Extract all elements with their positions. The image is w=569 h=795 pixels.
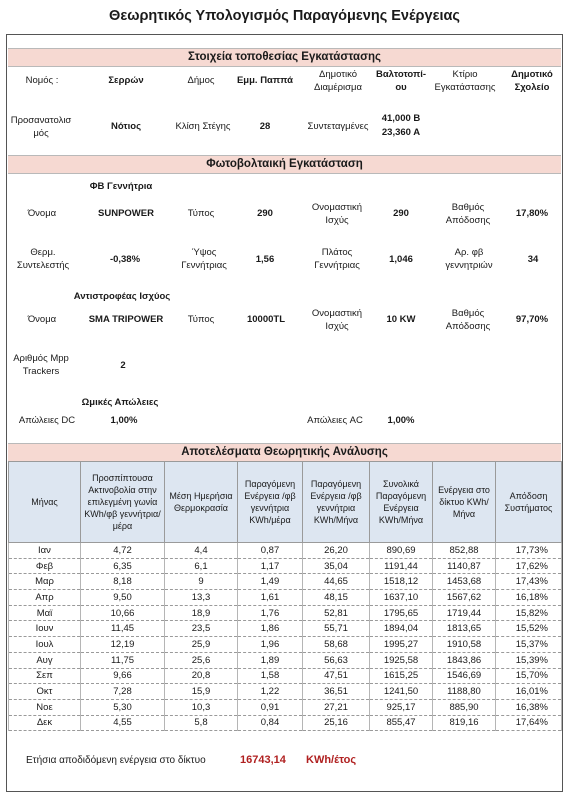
cell-month: Οκτ: [9, 684, 81, 700]
annual-energy-value: 16743,14: [240, 754, 286, 766]
cell-energy-day: 0,84: [238, 715, 303, 731]
ac-losses-value: 1,00%: [387, 415, 415, 426]
pv-type-value: 290: [257, 208, 273, 219]
cell-energy-day: 1,58: [238, 668, 303, 684]
cell-grid-energy: 885,90: [433, 699, 496, 715]
dc-losses-label: Απώλειες DC: [18, 415, 76, 426]
mpp-value: 2: [120, 360, 126, 371]
cell-temperature: 6,1: [165, 558, 238, 574]
cell-efficiency: 15,82%: [496, 605, 562, 621]
cell-energy-day: 1,96: [238, 637, 303, 653]
orientation-label: Προσανατολισ μός: [10, 115, 72, 139]
col-header-efficiency: Απόδοση Συστήματος: [496, 462, 562, 543]
inv-name-label: Όνομα: [27, 314, 57, 325]
cell-total-energy: 1191,44: [370, 558, 433, 574]
results-table: [8, 461, 562, 731]
cell-grid-energy: 1843,86: [433, 652, 496, 668]
width-label: Πλάτος Γεννήτριας: [314, 247, 360, 271]
cell-temperature: 25,6: [165, 652, 238, 668]
cell-total-energy: 1637,10: [370, 590, 433, 606]
table-row: [9, 605, 562, 621]
count-value: 34: [527, 254, 539, 265]
cell-energy-day: 1,17: [238, 558, 303, 574]
cell-energy-day: 1,49: [238, 574, 303, 590]
cell-energy-day: 1,61: [238, 590, 303, 606]
col-header-temperature: Μέση Ημερήσια Θερμοκρασία: [165, 462, 238, 543]
annual-energy-unit: KWh/έτος: [306, 754, 357, 766]
cell-irradiance: 4,55: [81, 715, 165, 731]
cell-irradiance: 11,45: [81, 621, 165, 637]
cell-energy-month: 26,20: [303, 543, 370, 559]
cell-month: Ιαν: [9, 543, 81, 559]
cell-irradiance: 7,28: [81, 684, 165, 700]
diamerisma-value: Βαλτοτοπί-ου: [375, 69, 427, 93]
cell-grid-energy: 1188,80: [433, 684, 496, 700]
cell-grid-energy: 852,88: [433, 543, 496, 559]
cell-irradiance: 4,72: [81, 543, 165, 559]
cell-month: Νοε: [9, 699, 81, 715]
table-row: [9, 558, 562, 574]
coord-b-value: 41,000 Β: [381, 113, 421, 124]
mpp-label: Αριθμός Mpp Trackers: [13, 353, 69, 377]
cell-energy-day: 0,87: [238, 543, 303, 559]
cell-month: Μαρ: [9, 574, 81, 590]
cell-irradiance: 9,50: [81, 590, 165, 606]
cell-efficiency: 15,52%: [496, 621, 562, 637]
dc-losses-value: 1,00%: [110, 415, 138, 426]
cell-energy-day: 1,22: [238, 684, 303, 700]
cell-grid-energy: 1813,65: [433, 621, 496, 637]
cell-temperature: 23,5: [165, 621, 238, 637]
cell-grid-energy: 1453,68: [433, 574, 496, 590]
cell-temperature: 18,9: [165, 605, 238, 621]
cell-grid-energy: 1140,87: [433, 558, 496, 574]
cell-temperature: 25,9: [165, 637, 238, 653]
cell-month: Αυγ: [9, 652, 81, 668]
cell-month: Φεβ: [9, 558, 81, 574]
generator-title: ΦΒ Γεννήτρια: [89, 181, 153, 192]
coord-a-value: 23,360 Α: [381, 127, 421, 138]
cell-temperature: 13,3: [165, 590, 238, 606]
cell-efficiency: 17,62%: [496, 558, 562, 574]
diamerisma-label: Δημοτικό Διαμέρισμα: [313, 69, 362, 93]
col-header-month: Μήνας: [9, 462, 81, 543]
cell-month: Σεπ: [9, 668, 81, 684]
table-row: [9, 699, 562, 715]
cell-total-energy: 1995,27: [370, 637, 433, 653]
pv-name-value: SUNPOWER: [98, 208, 154, 219]
results-section-header: Αποτελέσματα Θεωρητικής Ανάλυσης: [8, 443, 561, 462]
orientation-value: Νότιος: [110, 121, 142, 132]
ac-losses-label: Απώλειες AC: [307, 415, 363, 426]
cell-energy-day: 0,91: [238, 699, 303, 715]
results-header-row: [9, 462, 562, 543]
cell-irradiance: 11,75: [81, 652, 165, 668]
cell-month: Απρ: [9, 590, 81, 606]
cell-total-energy: 1615,25: [370, 668, 433, 684]
inv-eff-value: 97,70%: [515, 314, 549, 325]
inv-nominal-label: Ονομαστική Ισχύς: [311, 308, 363, 332]
cell-energy-day: 1,86: [238, 621, 303, 637]
site-section-header: Στοιχεία τοποθεσίας Εγκατάστασης: [8, 48, 561, 67]
cell-month: Μαϊ: [9, 605, 81, 621]
cell-efficiency: 15,37%: [496, 637, 562, 653]
cell-irradiance: 9,66: [81, 668, 165, 684]
pv-nominal-value: 290: [393, 208, 409, 219]
thermal-label: Θερμ. Συντελεστής: [16, 247, 70, 271]
cell-grid-energy: 1910,58: [433, 637, 496, 653]
cell-energy-month: 48,15: [303, 590, 370, 606]
cell-irradiance: 6,35: [81, 558, 165, 574]
cell-energy-month: 44,65: [303, 574, 370, 590]
inv-eff-label: Βαθμός Απόδοσης: [445, 308, 491, 332]
cell-total-energy: 1518,12: [370, 574, 433, 590]
cell-irradiance: 8,18: [81, 574, 165, 590]
ktirio-label: Κτίριο Εγκατάστασης: [434, 69, 496, 93]
cell-month: Ιουν: [9, 621, 81, 637]
col-header-energy-day: Παραγόμενη Ενέργεια /φβ γεννήτρια KWh/μέρα: [238, 462, 303, 543]
cell-efficiency: 15,70%: [496, 668, 562, 684]
coords-label: Συντεταγμένες: [307, 121, 369, 132]
width-value: 1,046: [389, 254, 413, 265]
dimos-value: Εμμ. Παππά: [236, 75, 294, 86]
inv-type-value: 10000TL: [246, 314, 286, 325]
nomos-label: Νομός :: [25, 75, 59, 86]
pv-type-label: Τύπος: [187, 208, 215, 219]
pv-section-header: Φωτοβολταική Εγκατάσταση: [8, 155, 561, 174]
cell-energy-month: 52,81: [303, 605, 370, 621]
cell-total-energy: 1795,65: [370, 605, 433, 621]
cell-month: Ιουλ: [9, 637, 81, 653]
cell-energy-month: 47,51: [303, 668, 370, 684]
cell-efficiency: 17,64%: [496, 715, 562, 731]
cell-efficiency: 16,18%: [496, 590, 562, 606]
cell-temperature: 15,9: [165, 684, 238, 700]
cell-total-energy: 925,17: [370, 699, 433, 715]
cell-energy-month: 27,21: [303, 699, 370, 715]
cell-energy-month: 25,16: [303, 715, 370, 731]
cell-grid-energy: 819,16: [433, 715, 496, 731]
col-header-total-energy: Συνολικά Παραγόμενη Ενέργεια KWh/Μήνα: [370, 462, 433, 543]
cell-grid-energy: 1719,44: [433, 605, 496, 621]
ktirio-value: Δημοτικό Σχολείο: [511, 69, 553, 93]
table-row: [9, 590, 562, 606]
cell-temperature: 5,8: [165, 715, 238, 731]
table-row: [9, 652, 562, 668]
cell-total-energy: 890,69: [370, 543, 433, 559]
table-row: [9, 668, 562, 684]
cell-irradiance: 12,19: [81, 637, 165, 653]
height-label: Ύψος Γεννήτριας: [181, 247, 227, 271]
cell-irradiance: 10,66: [81, 605, 165, 621]
height-value: 1,56: [255, 254, 275, 265]
annual-energy-label: Ετήσια αποδιδόμενη ενέργεια στο δίκτυο: [26, 755, 206, 766]
cell-temperature: 4,4: [165, 543, 238, 559]
inverter-title: Αντιστροφέας Ισχύος: [73, 291, 171, 302]
col-header-irradiance: Προσπίπτουσα Ακτινοβολία στην επιλεγμένη γωνία KWh/φβ γεννήτρια/μέρα: [81, 462, 165, 543]
cell-efficiency: 17,73%: [496, 543, 562, 559]
count-label: Αρ. φβ γεννητριών: [445, 247, 493, 271]
col-header-grid-energy: Ενέργεια στο δίκτυο KWh/Μήνα: [433, 462, 496, 543]
cell-temperature: 20,8: [165, 668, 238, 684]
cell-total-energy: 1241,50: [370, 684, 433, 700]
pv-name-label: Όνομα: [27, 208, 57, 219]
inv-name-value: SMA TRIPOWER: [88, 314, 164, 325]
cell-energy-day: 1,89: [238, 652, 303, 668]
cell-efficiency: 17,43%: [496, 574, 562, 590]
cell-energy-month: 36,51: [303, 684, 370, 700]
col-header-energy-month: Παραγόμενη Ενέργεια /φβ γεννήτρια KWh/Μήνα: [303, 462, 370, 543]
cell-total-energy: 1925,58: [370, 652, 433, 668]
cell-grid-energy: 1567,62: [433, 590, 496, 606]
table-row: [9, 621, 562, 637]
cell-energy-month: 35,04: [303, 558, 370, 574]
inv-nominal-value: 10 KW: [386, 314, 416, 325]
losses-title: Ωμικές Απώλειες: [81, 397, 159, 408]
cell-irradiance: 5,30: [81, 699, 165, 715]
cell-grid-energy: 1546,69: [433, 668, 496, 684]
cell-energy-month: 58,68: [303, 637, 370, 653]
cell-temperature: 9: [165, 574, 238, 590]
cell-energy-month: 55,71: [303, 621, 370, 637]
cell-efficiency: 16,38%: [496, 699, 562, 715]
cell-energy-month: 56,63: [303, 652, 370, 668]
cell-month: Δεκ: [9, 715, 81, 731]
dimos-label: Δήμος: [187, 75, 215, 86]
cell-efficiency: 16,01%: [496, 684, 562, 700]
tilt-label: Κλίση Στέγης: [175, 121, 231, 132]
page-title: Θεωρητικός Υπολογισμός Παραγόμενης Ενέργειας: [109, 8, 460, 24]
table-row: [9, 574, 562, 590]
pv-nominal-label: Ονομαστική Ισχύς: [311, 202, 363, 226]
cell-total-energy: 855,47: [370, 715, 433, 731]
nomos-value: Σερρών: [108, 75, 144, 86]
table-row: [9, 715, 562, 731]
pv-eff-label: Βαθμός Απόδοσης: [445, 202, 491, 226]
cell-temperature: 10,3: [165, 699, 238, 715]
table-row: [9, 684, 562, 700]
table-row: [9, 543, 562, 559]
pv-eff-value: 17,80%: [515, 208, 549, 219]
thermal-value: -0,38%: [109, 254, 141, 265]
cell-total-energy: 1894,04: [370, 621, 433, 637]
table-row: [9, 637, 562, 653]
inv-type-label: Τύπος: [187, 314, 215, 325]
tilt-value: 28: [259, 121, 271, 132]
cell-energy-day: 1,76: [238, 605, 303, 621]
cell-efficiency: 15,39%: [496, 652, 562, 668]
